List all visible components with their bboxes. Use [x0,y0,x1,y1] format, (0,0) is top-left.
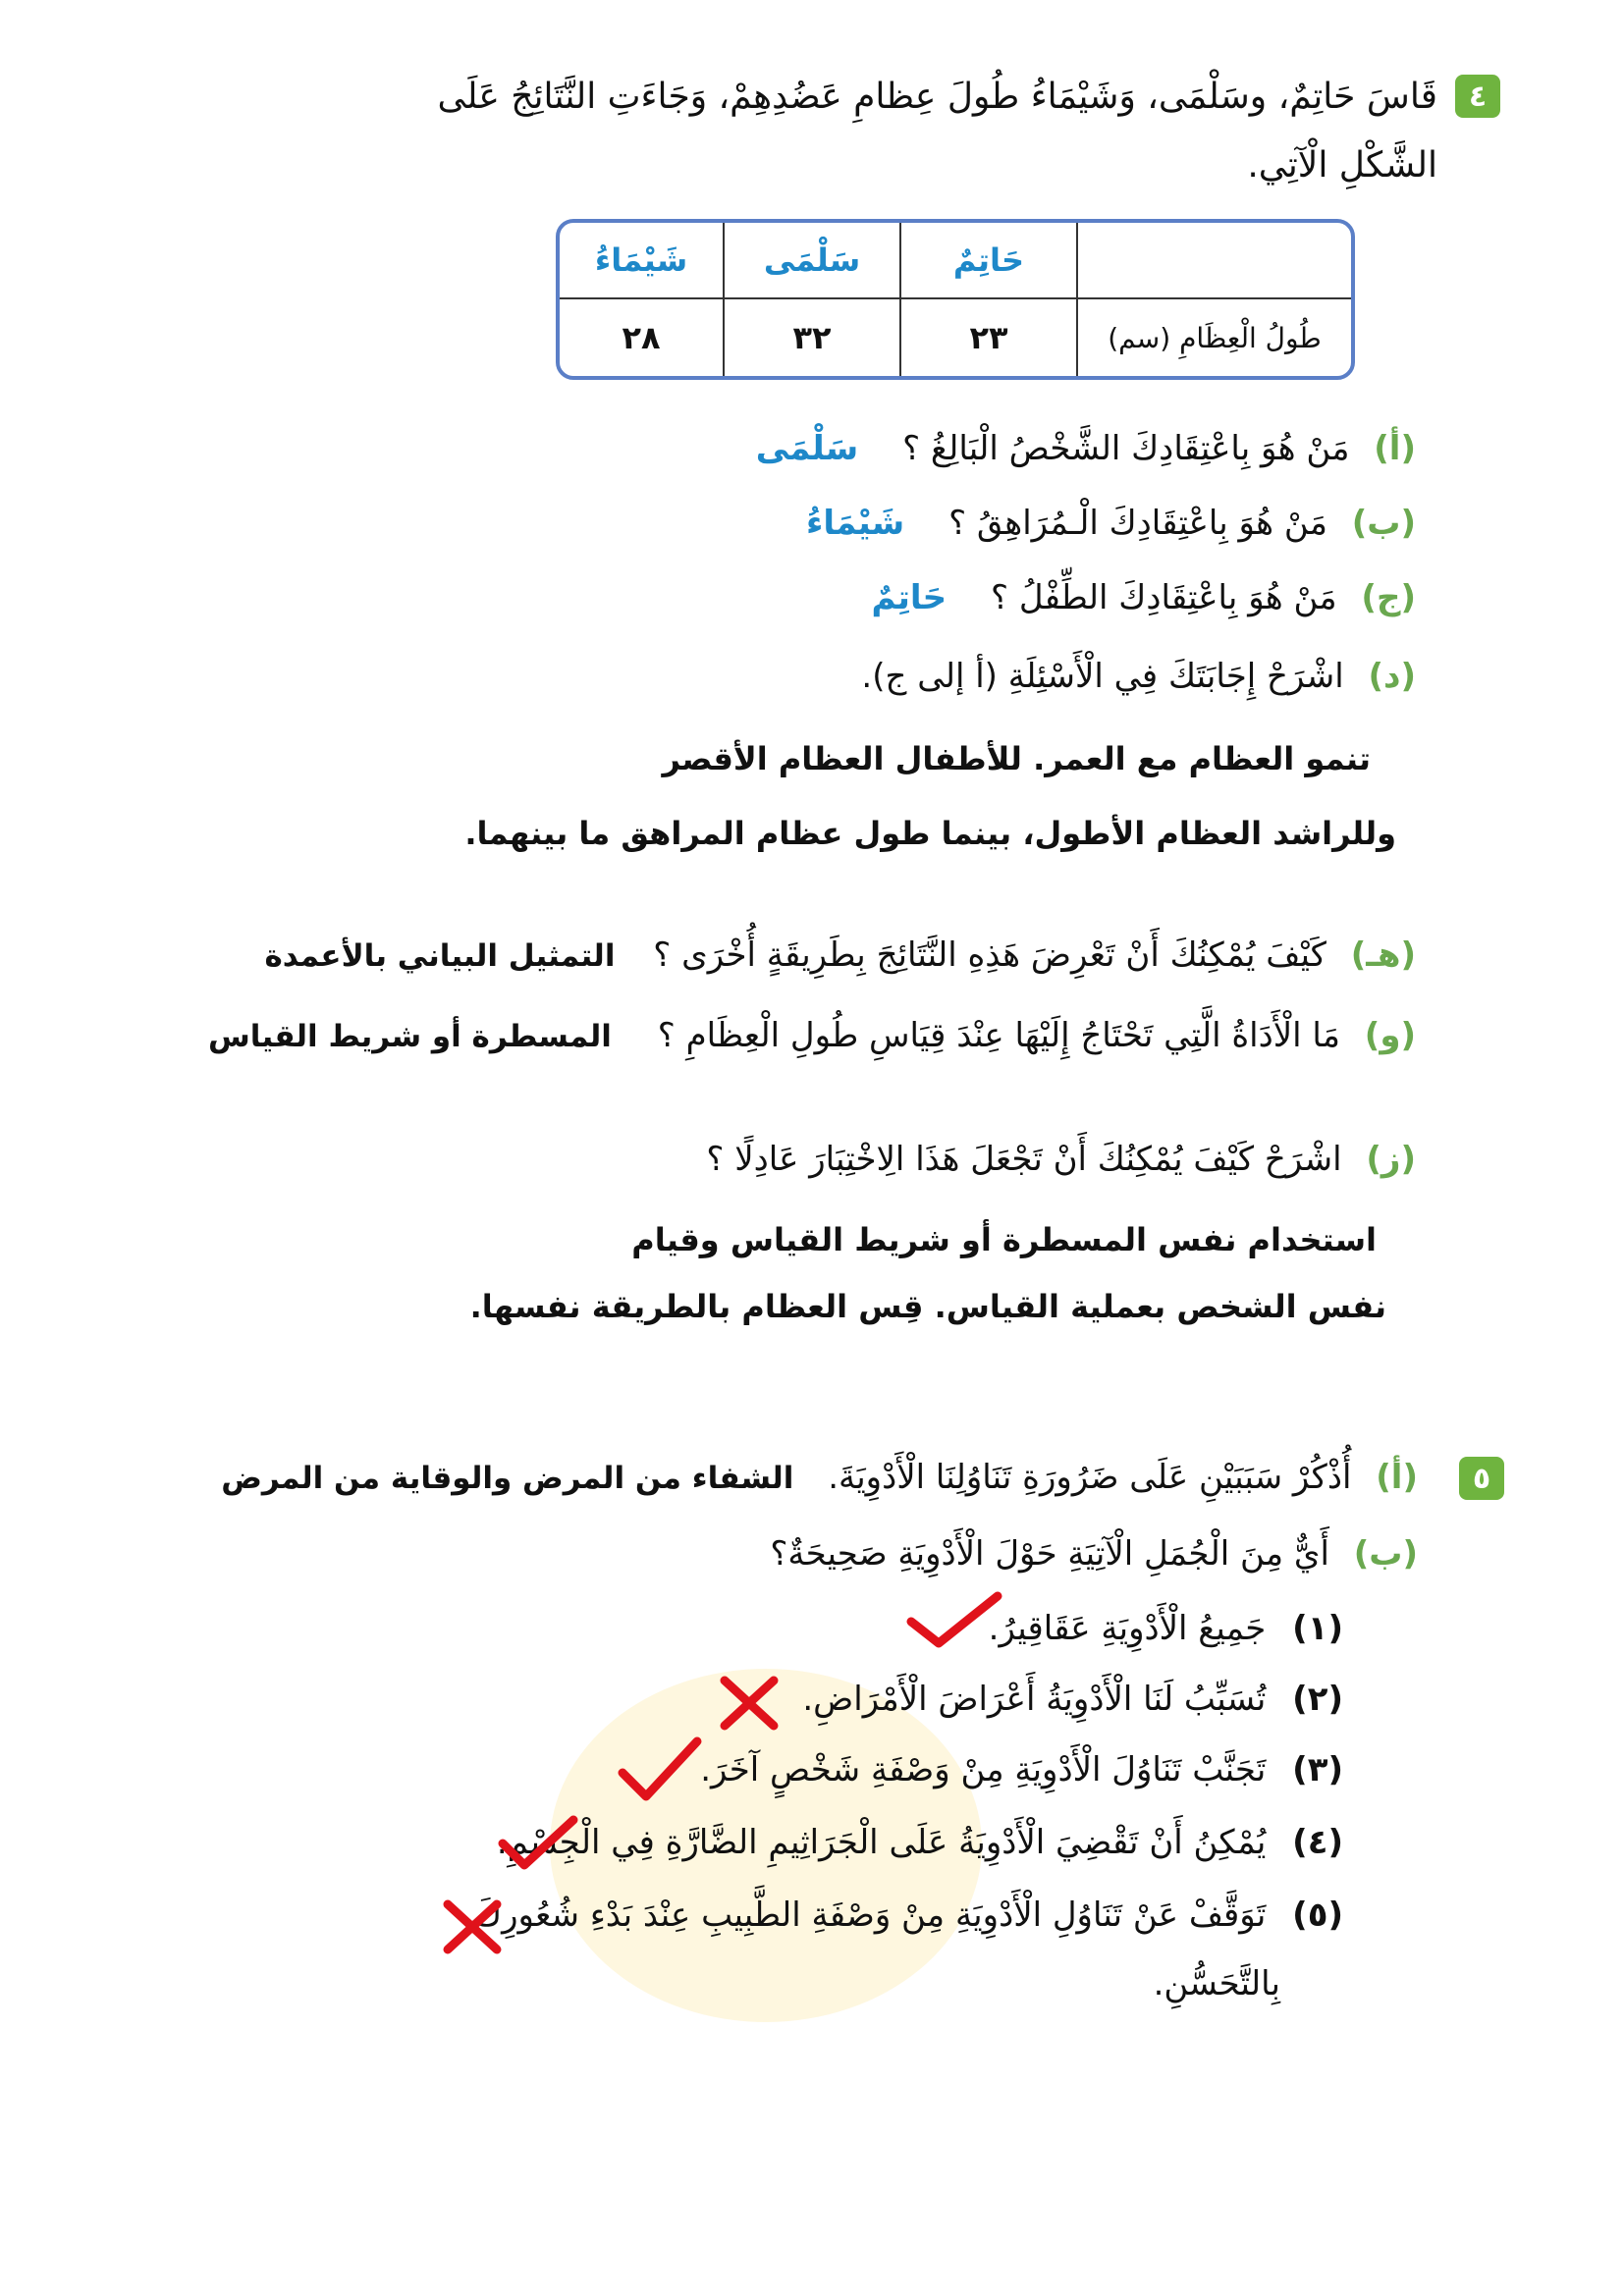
q5-a-label: (أ) [1376,1458,1418,1497]
list-item-text: تُسَبِّبُ لَنَا الْأَدْوِيَةُ أَعْرَاضَ الْأَمْرَاضِ. [802,1680,1267,1719]
q4-c-question: مَنْ هُوَ بِاعْتِقَادِكَ الطِّفْلُ ؟ [990,578,1337,617]
q4-d-label: (د) [1368,657,1416,696]
q4-c-label: (ج) [1361,578,1416,617]
q4-e-answer: التمثيل البياني بالأعمدة [264,938,616,974]
q4-g-label: (ز) [1366,1140,1416,1179]
check-mark-icon [905,1588,1003,1653]
q4-item-b [806,499,1416,548]
list-item-number: (٢) [1292,1680,1343,1719]
q4-g-answer [470,1209,1386,1337]
q4-a-label: (أ) [1374,429,1416,468]
list-item [802,1675,1343,1724]
q4-item-f [208,1011,1416,1061]
bone-length-table [556,219,1355,380]
table-header-salma: سَلْمَى [723,223,899,299]
list-item-number: (٣) [1292,1750,1343,1789]
cross-mark-icon [717,1673,782,1734]
q5-b-question: أَيٌّ مِنَ الْجُمَلِ الْآتِيَةِ حَوْلَ الْأَدْوِيَةِ صَحِيحَةٌ؟ [770,1534,1329,1574]
q4-item-c [871,573,1416,622]
cross-mark-icon [440,1896,505,1957]
table-header-shaimaa: شَيْمَاءُ [560,223,723,299]
q4-item-e [264,931,1416,981]
q4-item-d [861,652,1416,701]
list-item-number: (٥) [1292,1896,1343,1935]
list-item [497,1818,1343,1867]
list-item-continuation: بِالتَّحَسُّنِ. [1153,1964,1280,2003]
q4-g-question: اشْرَحْ كَيْفَ يُمْكِنُكَ أَنْ تَجْعَلَ هَذَا الِاخْتِبَارَ عَادِلًا ؟ [706,1140,1342,1179]
q4-d-answer-line2: وللراشد العظام الأطول، بينما طول عظام المراهق ما بينهما. [464,815,1396,852]
q4-f-label: (و) [1364,1016,1416,1055]
q5-a-answer: الشفاء من المرض والوقاية من المرض [221,1461,794,1496]
list-item-text: تَجَنَّبْ تَنَاوُلَ الْأَدْوِيَةِ مِنْ وَصْفَةِ شَخْصٍ آخَرَ. [700,1750,1267,1789]
table-value-hatem: ٢٣ [899,299,1076,376]
q4-a-question: مَنْ هُوَ بِاعْتِقَادِكَ الشَّخْصُ الْبَالِغُ ؟ [902,429,1350,468]
q4-c-answer: حَاتِمٌ [871,578,947,617]
check-mark-icon [617,1734,703,1806]
list-item [700,1745,1343,1794]
table-corner-cell [1076,223,1351,299]
q5-b-label: (ب) [1353,1534,1418,1574]
list-item-number: (١) [1292,1609,1343,1648]
list-item-text: جَمِيعُ الْأَدْوِيَةِ عَقَاقِيرُ. [988,1609,1267,1648]
table-row-label: طُولُ الْعِظَامِ (سم) [1076,299,1351,376]
q4-b-label: (ب) [1351,504,1416,543]
q4-f-answer: المسطرة أو شريط القياس [208,1019,612,1054]
q4-d-answer-line1: تنمو العظام مع العمر. للأطفال العظام الأقصر [662,740,1371,777]
table-value-shaimaa: ٢٨ [622,319,661,356]
list-item-number: (٤) [1292,1823,1343,1862]
q5-item-a [221,1453,1418,1503]
list-item-text: يُمْكِنُ أَنْ تَقْضِيَ الْأَدْوِيَةُ عَلَى الْجَرَاثِيمِ الضَّارَّةِ فِي الْجِسْمِ. [496,1823,1267,1862]
list-item-text: تَوَقَّفْ عَنْ تَنَاوُلِ الْأَدْوِيَةِ مِنْ وَصْفَةِ الطَّبِيبِ عِنْدَ بَدْءِ شُعُورِكَ [474,1896,1267,1935]
list-item [474,1891,1343,1940]
q4-item-g [706,1135,1416,1184]
check-mark-icon [497,1812,579,1873]
q4-f-question: مَا الْأَدَاةُ الَّتِي تَحْتَاجُ إِلَيْهَا عِنْدَ قِيَاسِ طُولِ الْعِظَامِ ؟ [657,1016,1340,1055]
q4-b-question: مَنْ هُوَ بِاعْتِقَادِكَ الْـمُرَاهِقُ ؟ [948,504,1327,543]
question-number-badge: ٥ [1459,1457,1504,1500]
table-value-salma: ٣٢ [723,299,899,376]
q4-d-answer [464,728,1396,864]
q4-g-answer-line2: نفس الشخص بعملية القياس. قِس العظام بالطريقة نفسها. [469,1288,1386,1325]
q4-d-question: اشْرَحْ إِجَابَتَكَ فِي الْأَسْئِلَةِ (أ إلى ج). [861,657,1344,696]
q5-a-question: أُذْكُرْ سَبَبَيْنِ عَلَى ضَرُورَةِ تَنَاوُلِنَا الْأَدْوِيَةَ. [828,1458,1352,1497]
q4-g-answer-line1: استخدام نفس المسطرة أو شريط القياس وقيام [631,1221,1377,1258]
question-number-badge: ٤ [1455,75,1500,118]
q5-item-b [770,1529,1418,1578]
q4-intro-line1: قَاسَ حَاتِمٌ، وسَلْمَى، وَشَيْمَاءُ طُولَ عِظامِ عَضُدِهِمْ، وَجَاءَتِ النَّتَائِجُ عَلَى [437,77,1437,117]
q4-b-answer: شَيْمَاءُ [805,504,905,543]
table-header-hatem: حَاتِمٌ [899,223,1076,299]
q4-e-label: (هـ) [1350,935,1416,975]
q4-a-answer: سَلْمَى [755,429,859,468]
q4-e-question: كَيْفَ يُمْكِنُكَ أَنْ تَعْرِضَ هَذِهِ النَّتَائِجَ بِطَرِيقَةٍ أُخْرَى ؟ [653,935,1326,975]
q4-item-a [756,424,1416,473]
list-item [989,1604,1343,1653]
q4-intro-line2: الشَّكْلِ الْآتِي. [1247,145,1437,186]
